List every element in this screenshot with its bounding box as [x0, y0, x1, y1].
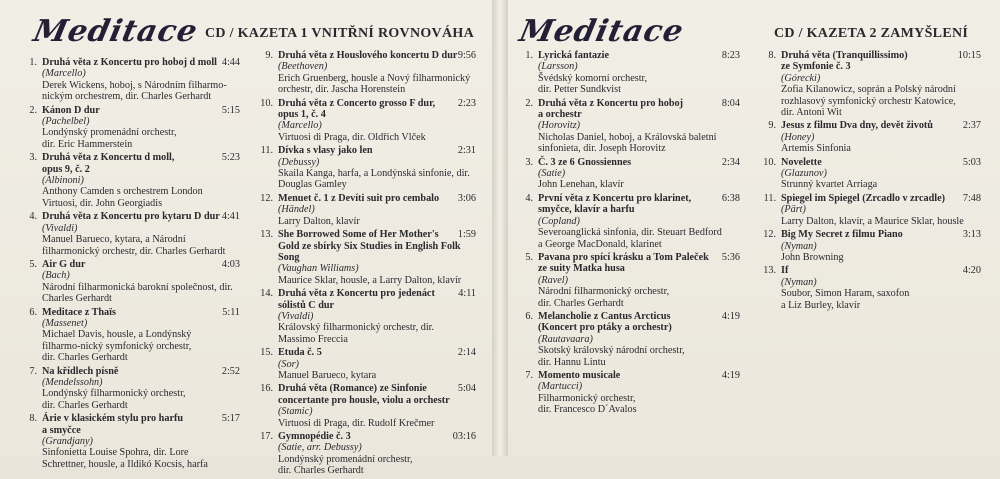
track-performers: Michael Davis, housle, a Londýnský — [42, 329, 192, 341]
track-duration: 3:13 — [962, 229, 981, 241]
track-performers: Erich Gruenberg, housle a Nový filharmonický — [278, 72, 471, 84]
track-number: 8. — [768, 50, 776, 61]
track-performers: Filharmonický orchestr, — [538, 392, 636, 404]
track-composer: (Ravel) — [538, 274, 568, 286]
track-composer: (Vivaldi) — [42, 222, 78, 234]
track-performers: Schrettner, housle, a Ildikó Kocsis, harfa — [42, 458, 208, 470]
track-composer: (Glazunov) — [781, 168, 827, 180]
track-title-line: Jesus z filmu Dva dny, devět životů — [781, 120, 933, 132]
track-duration: 5:15 — [221, 104, 240, 116]
track-number: 15. — [260, 347, 273, 359]
track-duration: 2:23 — [457, 97, 476, 109]
track-title-line: Gymnopédie č. 3 — [278, 431, 351, 442]
meditace-logo: Meditace — [516, 14, 688, 49]
tracklist-column — [763, 50, 981, 313]
track-performers: Virtuosi di Praga, dir. Oldřich Vlček — [278, 131, 426, 143]
track-composer: (Massenet) — [42, 317, 88, 329]
track-composer: (Nyman) — [781, 276, 817, 288]
track-item — [260, 431, 476, 477]
track-number: 8. — [29, 413, 37, 425]
track-title-line: Árie v klasickém stylu pro harfu — [42, 413, 184, 425]
track-performers: Soubor, Simon Haram, saxofon — [781, 288, 910, 300]
track-title-line: Druhá věta z Koncertu d moll, — [42, 152, 175, 164]
track-item — [260, 145, 476, 191]
track-performers: Sinfonietta Louise Spohra, dir. Lore — [42, 447, 189, 459]
track-number: 2. — [525, 97, 533, 109]
track-composer: (Rautavaara) — [538, 333, 593, 345]
track-title — [525, 192, 740, 216]
track-performers: orchestr, dir. Jascha Horenstein — [278, 84, 406, 96]
track-performers: Manuel Barueco, kytara — [278, 369, 377, 381]
track-title-line: Gold ze sbírky Six Studies in English Folk Song — [278, 240, 461, 263]
track-duration: 4:44 — [221, 57, 240, 68]
track-title-line: Druhá věta z Houslového koncertu D dur — [278, 50, 458, 61]
track-title-line: Kánon D dur — [42, 104, 100, 116]
track-item — [260, 383, 476, 429]
track-title-line: a smyčce — [42, 424, 81, 436]
track-composer: (Pärt) — [781, 204, 806, 216]
track-title — [260, 347, 476, 359]
track-item — [29, 413, 240, 470]
track-item — [29, 57, 240, 103]
track-title-line: Etuda č. 5 — [278, 347, 322, 359]
track-title-line: Menuet č. 1 z Devíti suit pro cembalo — [278, 192, 440, 204]
track-performers: Virtuosi di Praga, dir. Rudolf Krečmer — [278, 417, 435, 429]
meditace-logo: Meditace — [30, 14, 202, 49]
track-item — [260, 229, 476, 286]
track-number: 17. — [260, 431, 273, 442]
booklet-page-cd1 — [0, 0, 492, 477]
track-title-line: Pavana pro spící krásku a Tom Paleček — [538, 251, 709, 263]
track-composer: (Beethoven) — [278, 61, 328, 73]
track-composer: (Debussy) — [278, 156, 320, 168]
track-item — [260, 97, 476, 144]
track-number: 13. — [763, 265, 776, 277]
track-composer: (Górecki) — [781, 72, 821, 84]
track-performers: filharmo-nický symfonický orchestr, — [42, 340, 192, 352]
track-performers: dir. Eric Hammerstein — [42, 138, 133, 150]
track-performers: a Liz Burley, klavír — [781, 299, 861, 311]
track-composer: (Honey) — [781, 131, 815, 143]
track-title — [29, 258, 240, 270]
track-composer: (Mendelssohn) — [42, 376, 103, 388]
track-composer: (Sor) — [278, 358, 299, 370]
track-number: 1. — [525, 50, 533, 61]
track-duration: 2:52 — [221, 365, 240, 377]
track-performers: rozhlasový symfonický orchestr Katowice, — [781, 95, 956, 107]
track-performers: Douglas Gamley — [278, 179, 347, 191]
track-duration: 5:04 — [457, 383, 476, 395]
track-performers: sinfonieta, dir. Joseph Horovitz — [538, 143, 666, 155]
track-number: 7. — [525, 369, 533, 381]
track-performers: dir. Hannu Lintu — [538, 356, 606, 368]
track-item — [260, 288, 476, 345]
track-title-line: Druhá věta z Koncertu pro hoboj — [538, 97, 683, 109]
track-performers: Národní filharmonický orchestr, — [538, 286, 670, 298]
track-performers: Královský filharmonický orchestr, dir. — [278, 322, 435, 334]
track-title — [260, 192, 476, 204]
track-performers: Manuel Barueco, kytara, a Národní — [42, 234, 186, 246]
track-composer: (Vaughan Williams) — [278, 263, 359, 275]
track-title-line: ze suity Matka husa — [538, 263, 625, 275]
track-item — [29, 152, 240, 209]
track-title-line: opus 1, č. 4 — [278, 109, 326, 121]
track-title — [525, 50, 740, 61]
track-item — [763, 229, 981, 263]
track-title — [525, 251, 740, 275]
track-number: 4. — [525, 192, 533, 204]
track-item — [29, 365, 240, 412]
track-title — [768, 120, 981, 132]
track-duration: 5:17 — [221, 413, 240, 425]
track-duration: 3:06 — [457, 192, 476, 204]
track-title — [260, 145, 476, 157]
track-duration: 4:19 — [721, 369, 740, 381]
track-title — [260, 97, 476, 121]
track-title — [525, 97, 740, 121]
track-title-line: Lyrická fantazie — [538, 50, 610, 61]
track-item — [525, 251, 740, 309]
track-item — [525, 369, 740, 416]
track-duration: 2:34 — [721, 156, 740, 168]
track-item — [525, 97, 740, 155]
track-title-line: Air G dur — [42, 258, 86, 270]
track-title-line: Druhá věta z Concerto grosso F dur, — [278, 97, 436, 109]
track-performers: Maurice Sklar, housle, a Larry Dalton, klavír — [278, 274, 462, 286]
track-duration: 4:41 — [221, 211, 240, 223]
track-item — [525, 310, 740, 368]
track-performers: a George MacDonald, klarinet — [538, 238, 662, 250]
track-performers: Severoanglická sinfonia, dir. Steuart Bedford — [538, 227, 722, 239]
track-item — [260, 347, 476, 381]
track-title — [29, 413, 240, 436]
track-number: 5. — [525, 251, 533, 263]
track-performers: dir. Antoni Wit — [781, 107, 842, 119]
track-title — [29, 104, 240, 116]
track-performers: John Lenehan, klavír — [538, 179, 624, 191]
track-performers: Derek Wickens, hoboj, s Národním filharmo- — [42, 79, 227, 91]
track-item — [763, 156, 981, 191]
tracklist-column — [29, 57, 240, 472]
tracklist-column — [525, 50, 740, 418]
track-item — [265, 50, 476, 96]
track-performers: dir. Francesco D´Avalos — [538, 404, 637, 416]
track-performers: filharmonický orchestr, dir. Charles Gerhardt — [42, 245, 226, 257]
track-duration: 4:19 — [721, 310, 740, 322]
track-title-line: ze Symfonie č. 3 — [781, 61, 851, 73]
track-number: 3. — [525, 156, 533, 168]
track-title-line: Dívka s vlasy jako len — [278, 145, 373, 157]
track-title-line: sólistů C dur — [278, 299, 335, 311]
track-composer: (Vivaldi) — [278, 310, 314, 322]
track-duration: 4:11 — [458, 288, 476, 300]
tracklist-column — [260, 50, 476, 479]
track-performers: Charles Gerhardt — [42, 293, 112, 305]
track-duration: 5:11 — [222, 306, 240, 318]
track-performers: Larry Dalton, klavír — [278, 215, 360, 227]
track-performers: dir. Charles Gerhardt — [538, 297, 624, 309]
track-composer: (Horovitz) — [538, 120, 581, 132]
track-performers: Londýnský promenádní orchestr, — [42, 127, 177, 139]
track-performers: Londýnský promenádní orchestr, — [278, 453, 413, 465]
track-performers: Artemis Sinfonia — [781, 143, 851, 155]
track-number: 4. — [29, 211, 37, 223]
track-duration: 1:59 — [457, 229, 476, 241]
track-title-line: Druhá věta z Koncertu pro kytaru D dur — [42, 211, 220, 223]
track-title — [763, 192, 981, 204]
booklet-page-cd2 — [508, 0, 1000, 456]
track-number: 12. — [763, 229, 776, 241]
track-performers: Virtuosi, dir. John Georgiadis — [42, 197, 163, 209]
track-performers: dir. Charles Gerhardt — [278, 465, 364, 477]
track-composer: (Marcello) — [42, 68, 86, 80]
track-item — [768, 50, 981, 119]
track-title — [265, 50, 476, 61]
track-title — [29, 306, 240, 318]
track-composer: (Copland) — [538, 215, 580, 227]
track-duration: 7:48 — [962, 192, 981, 204]
track-duration: 03:16 — [452, 431, 476, 442]
track-number: 10. — [260, 97, 273, 109]
track-title-line: If — [781, 265, 789, 277]
track-title-line: Druhá věta z Koncertu pro jedenáct — [278, 288, 435, 300]
track-composer: (Marcello) — [278, 120, 322, 132]
track-title-line: Spiegel im Spiegel (Zrcadlo v zrcadle) — [781, 192, 946, 204]
track-number: 1. — [29, 57, 37, 68]
track-number: 10. — [763, 156, 776, 168]
track-item — [29, 211, 240, 257]
track-performers: Národní filharmonická barokní společnost, dir. — [42, 281, 233, 293]
track-title — [763, 156, 981, 168]
track-duration: 4:03 — [221, 258, 240, 270]
track-performers: dir. Charles Gerhardt — [42, 399, 128, 411]
track-title-line: smyčce, klavír a harfu — [538, 204, 635, 216]
track-performers: dir. Petter Sundkvist — [538, 84, 621, 96]
track-title — [29, 211, 240, 223]
track-performers: John Browning — [781, 251, 844, 263]
track-number: 6. — [525, 310, 533, 322]
cd1-header: CD / KAZETA 1 VNITŘNÍ ROVNOVÁHA — [205, 26, 474, 41]
track-item — [768, 120, 981, 155]
track-composer: (Stamic) — [278, 406, 313, 418]
track-duration: 8:04 — [721, 97, 740, 109]
track-duration: 2:37 — [962, 120, 981, 132]
track-duration: 4:20 — [962, 265, 981, 277]
track-performers: Nicholas Daniel, hoboj, a Královská baletní — [538, 131, 717, 143]
track-duration: 9:56 — [457, 50, 476, 61]
track-performers: nickým orchestrem, dir. Charles Gerhardt — [42, 91, 212, 103]
track-composer: (Martucci) — [538, 381, 583, 393]
track-title — [525, 156, 740, 168]
track-performers: Zofia Kilanowicz, soprán a Polský národní — [781, 84, 956, 96]
track-duration: 5:23 — [221, 152, 240, 164]
track-number: 12. — [260, 192, 273, 204]
track-title-line: Č. 3 ze 6 Gnossiennes — [538, 156, 632, 168]
track-title — [260, 229, 476, 263]
track-duration: 10:15 — [957, 50, 981, 61]
track-title-line: Druhá věta (Tranquillissimo) — [781, 50, 908, 61]
track-title-line: She Borrowed Some of Her Mother's — [278, 229, 439, 241]
track-number: 9. — [265, 50, 273, 61]
track-performers: Anthony Camden s orchestrem London — [42, 186, 203, 198]
track-duration: 5:03 — [962, 156, 981, 168]
track-item — [29, 258, 240, 305]
track-number: 6. — [29, 306, 37, 318]
track-title-line: concertante pro housle, violu a orchestr — [278, 394, 450, 406]
track-title — [29, 152, 240, 175]
track-duration: 2:14 — [457, 347, 476, 359]
track-title — [29, 57, 240, 68]
track-number: 9. — [768, 120, 776, 132]
track-title — [260, 431, 476, 442]
track-composer: (Pachelbel) — [42, 116, 90, 128]
track-title-line: Big My Secret z filmu Piano — [781, 229, 903, 241]
track-performers: Strunný kvartet Arriaga — [781, 179, 878, 191]
track-title-line: a orchestr — [538, 109, 582, 121]
track-duration: 6:38 — [721, 192, 740, 204]
track-duration: 5:36 — [721, 251, 740, 263]
track-number: 11. — [763, 192, 776, 204]
track-composer: (Satie, arr. Debussy) — [278, 442, 362, 454]
track-title-line: První věta z Koncertu pro klarinet, — [538, 192, 692, 204]
track-composer: (Bach) — [42, 270, 70, 282]
track-title — [260, 288, 476, 311]
track-item — [763, 192, 981, 227]
track-number: 11. — [260, 145, 273, 157]
track-title — [763, 265, 981, 277]
track-composer: (Satie) — [538, 168, 566, 180]
track-composer: (Albinoni) — [42, 175, 84, 187]
cd2-header: CD / KAZETA 2 ZAMYŠLENÍ — [774, 26, 969, 41]
track-composer: (Larsson) — [538, 61, 578, 73]
track-number: 16. — [260, 383, 273, 395]
track-item — [29, 306, 240, 364]
track-performers: Skaila Kanga, harfa, a Londýnská sinfonie, dir. — [278, 168, 470, 180]
booklet-gutter — [492, 0, 508, 456]
track-item — [260, 192, 476, 227]
track-title-line: Druhá věta (Romance) ze Sinfonie — [278, 383, 427, 395]
track-performers: Larry Dalton, klavír, a Maurice Sklar, housle — [781, 215, 964, 227]
track-composer: (Nyman) — [781, 240, 817, 252]
track-performers: Massimo Freccia — [278, 333, 348, 345]
track-title-line: (Koncert pro ptáky a orchestr) — [538, 322, 672, 334]
track-number: 7. — [29, 365, 37, 377]
track-performers: Londýnský filharmonický orchestr, — [42, 388, 186, 400]
track-title-line: Momento musicale — [538, 369, 621, 381]
track-title — [260, 383, 476, 406]
track-item — [525, 192, 740, 250]
track-title-line: Novelette — [781, 156, 822, 168]
track-duration: 8:23 — [721, 50, 740, 61]
track-title — [525, 369, 740, 381]
track-title-line: opus 9, č. 2 — [42, 163, 90, 175]
track-title-line: Meditace z Thaïs — [42, 306, 116, 318]
track-title — [525, 310, 740, 334]
track-item — [525, 50, 740, 96]
track-title — [763, 229, 981, 241]
track-title-line: Druhá věta z Koncertu pro hoboj d moll — [42, 57, 217, 68]
track-composer: (Händel) — [278, 204, 315, 216]
track-number: 14. — [260, 288, 273, 300]
track-number: 2. — [29, 104, 37, 116]
track-title-line: Melancholie z Cantus Arcticus — [538, 310, 671, 322]
track-composer: (Grandjany) — [42, 436, 93, 447]
track-performers: Švédský komorní orchestr, — [538, 72, 648, 84]
track-title-line: Na křídlech písně — [42, 365, 119, 377]
track-item — [763, 265, 981, 311]
track-number: 3. — [29, 152, 37, 164]
track-number: 13. — [260, 229, 273, 241]
track-performers: Skotský královský národní orchestr, — [538, 345, 685, 357]
track-title — [768, 50, 981, 73]
track-performers: dir. Charles Gerhardt — [42, 352, 128, 364]
track-duration: 2:31 — [457, 145, 476, 157]
track-title — [29, 365, 240, 377]
track-number: 5. — [29, 258, 37, 270]
track-item — [29, 104, 240, 151]
track-item — [525, 156, 740, 191]
